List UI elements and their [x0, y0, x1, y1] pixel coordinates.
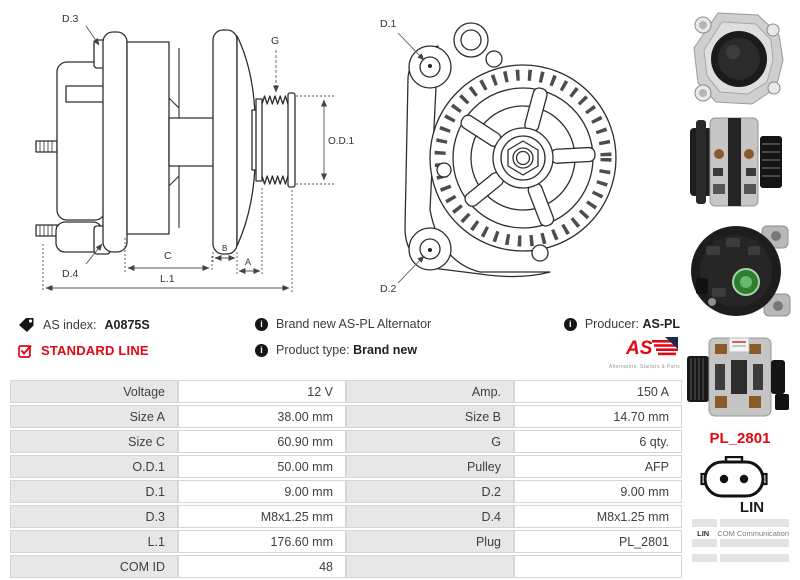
product-photo-horizontal[interactable]	[685, 330, 791, 422]
spec-label: L.1	[10, 530, 178, 553]
info-icon: i	[564, 318, 577, 331]
table-row-spacer	[692, 548, 789, 553]
spec-label: Voltage	[10, 380, 178, 403]
dim-label-g: G	[271, 35, 280, 47]
spec-label: COM ID	[10, 555, 178, 578]
as-index-label: AS index:	[43, 317, 97, 332]
info-icon: i	[255, 318, 268, 331]
spec-value: 38.00 mm	[178, 405, 346, 428]
spec-label: Plug	[346, 530, 514, 553]
table-row	[10, 480, 682, 503]
spec-label: D.2	[346, 480, 514, 503]
spec-value: 12 V	[178, 380, 346, 403]
spec-value: 176.60 mm	[178, 530, 346, 553]
spec-label: O.D.1	[10, 455, 178, 478]
spec-label: Pulley	[346, 455, 514, 478]
table-row	[692, 539, 789, 547]
description-row	[255, 317, 431, 331]
dim-label-od1: O.D.1	[328, 136, 355, 147]
table-row	[692, 528, 789, 538]
table-row	[10, 455, 682, 478]
spec-table	[10, 378, 682, 580]
product-photo-side[interactable]	[686, 112, 792, 212]
spec-value: 9.00 mm	[178, 480, 346, 503]
table-row	[692, 554, 789, 562]
com-value: COM Communication	[717, 528, 789, 538]
dim-label-l1: L.1	[160, 273, 175, 285]
dim-label-a: A	[245, 257, 252, 267]
table-row	[10, 405, 682, 428]
product-description: Brand new AS-PL Alternator	[276, 317, 432, 331]
as-index-value: A0875S	[104, 317, 150, 332]
spec-label: D.3	[10, 505, 178, 528]
spec-value: 150 A	[514, 380, 682, 403]
spec-label: G	[346, 430, 514, 453]
spec-label: Amp.	[346, 380, 514, 403]
standard-line-badge: STANDARD LINE	[41, 343, 149, 358]
tag-icon	[18, 317, 35, 332]
spec-value: 9.00 mm	[514, 480, 682, 503]
spec-label: D.4	[346, 505, 514, 528]
plug-code: PL_2801	[709, 430, 771, 447]
checkbox-check-icon	[18, 344, 33, 358]
spec-label: Size B	[346, 405, 514, 428]
product-photo-front[interactable]	[686, 8, 792, 110]
product-type-value: Brand new	[353, 343, 418, 357]
connector-type-label: LIN	[739, 499, 765, 516]
producer-value: AS-PL	[642, 317, 680, 331]
table-row	[10, 505, 682, 528]
com-communication-table	[692, 519, 789, 563]
dim-label-d4: D.4	[62, 268, 79, 280]
dim-label-d3: D.3	[62, 13, 79, 25]
table-row	[10, 430, 682, 453]
spec-value: 50.00 mm	[178, 455, 346, 478]
front-view-svg	[360, 0, 680, 310]
spec-label: Size A	[10, 405, 178, 428]
com-key: LIN	[697, 528, 710, 538]
dim-label-c: C	[164, 250, 172, 262]
side-view-svg	[0, 0, 360, 310]
side-view-drawing	[0, 0, 360, 310]
spec-label: Size C	[10, 430, 178, 453]
dim-label-d2: D.2	[380, 283, 397, 295]
spec-value: PL_2801	[514, 530, 682, 553]
standard-line-row	[18, 343, 149, 358]
product-photo-rear[interactable]	[686, 222, 792, 320]
dim-label-b: B	[222, 244, 228, 253]
logo-text: AS	[626, 338, 653, 358]
spec-value: 48	[178, 555, 346, 578]
table-row	[10, 380, 682, 403]
table-row	[10, 530, 682, 553]
producer-row	[540, 317, 680, 331]
producer-label: Producer:	[584, 317, 640, 331]
asspl-logo-icon	[626, 337, 680, 358]
spec-value: 60.90 mm	[178, 430, 346, 453]
dim-label-d1: D.1	[380, 18, 397, 30]
product-type-row	[255, 343, 417, 357]
spec-value: 6 qty.	[514, 430, 682, 453]
spec-value: AFP	[514, 455, 682, 478]
logo-tagline: Alternators, Starters & Parts	[609, 364, 680, 370]
table-row	[692, 519, 789, 527]
plug-connector-icon	[700, 456, 768, 500]
as-index-row	[18, 317, 150, 332]
spec-value: M8x1.25 mm	[514, 505, 682, 528]
info-icon: i	[255, 344, 268, 357]
spec-label: D.1	[10, 480, 178, 503]
product-type-label: Product type:	[276, 343, 350, 357]
spec-value: M8x1.25 mm	[178, 505, 346, 528]
front-view-drawing	[360, 0, 680, 310]
asspl-logo	[540, 337, 680, 370]
spec-value: 14.70 mm	[514, 405, 682, 428]
